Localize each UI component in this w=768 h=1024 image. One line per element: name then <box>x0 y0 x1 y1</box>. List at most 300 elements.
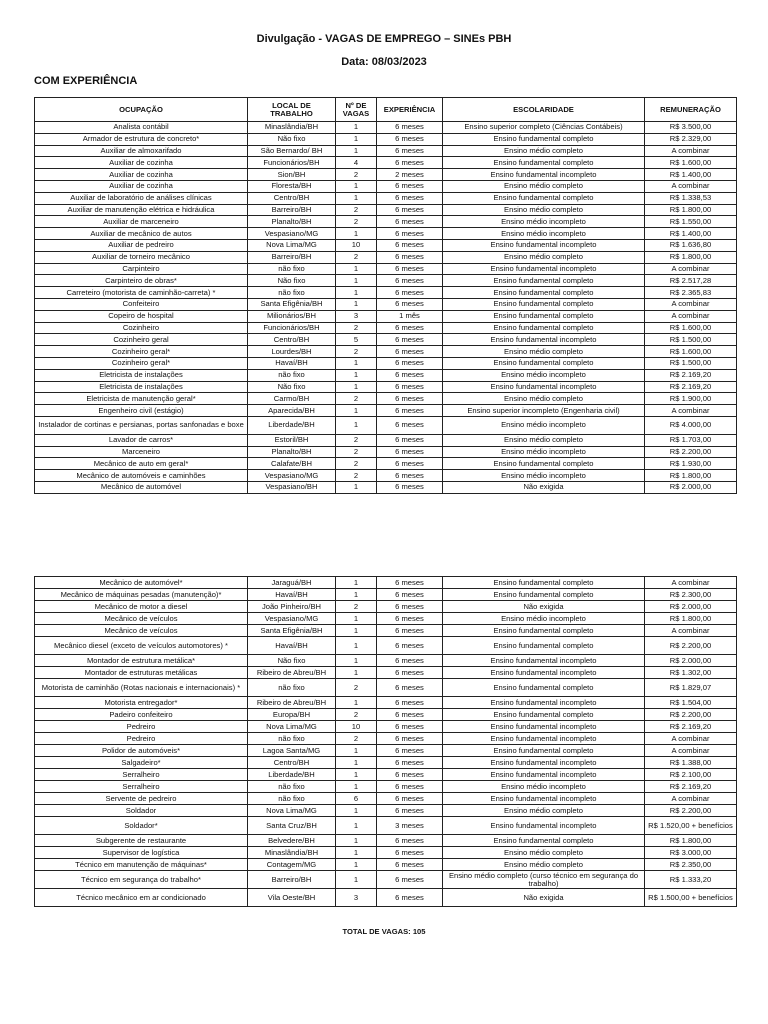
cell-escolaridade: Ensino fundamental incompleto <box>443 757 645 769</box>
cell-experiencia: 6 meses <box>377 655 443 667</box>
cell-experiencia: 6 meses <box>377 180 443 192</box>
cell-experiencia: 6 meses <box>377 216 443 228</box>
cell-local: Vespasiano/MG <box>248 613 336 625</box>
cell-remuneracao: R$ 2.000,00 <box>645 481 737 493</box>
cell-experiencia: 3 meses <box>377 817 443 835</box>
cell-escolaridade: Ensino médio completo <box>443 805 645 817</box>
cell-local: Vespasiano/BH <box>248 481 336 493</box>
cell-vagas: 2 <box>336 601 377 613</box>
table-row <box>35 263 737 275</box>
cell-experiencia: 6 meses <box>377 889 443 907</box>
cell-ocupacao: Motorista de caminhão (Rotas nacionais e internacionais) * <box>35 679 248 697</box>
table-row <box>35 697 737 709</box>
cell-escolaridade: Ensino fundamental completo <box>443 310 645 322</box>
cell-vagas: 2 <box>336 733 377 745</box>
table-row <box>35 613 737 625</box>
cell-remuneracao: R$ 1.302,00 <box>645 667 737 679</box>
cell-experiencia: 6 meses <box>377 381 443 393</box>
cell-experiencia: 6 meses <box>377 434 443 446</box>
cell-ocupacao: Serralheiro <box>35 781 248 793</box>
cell-vagas: 6 <box>336 793 377 805</box>
cell-escolaridade: Ensino fundamental completo <box>443 637 645 655</box>
cell-escolaridade: Ensino médio completo <box>443 251 645 263</box>
cell-ocupacao: Pedreiro <box>35 733 248 745</box>
cell-vagas: 1 <box>336 847 377 859</box>
jobs-table-2 <box>34 576 737 907</box>
cell-ocupacao: Instalador de cortinas e persianas, portas sanfonadas e boxe <box>35 416 248 434</box>
cell-local: Nova Lima/MG <box>248 805 336 817</box>
table-row <box>35 239 737 251</box>
cell-experiencia: 6 meses <box>377 871 443 889</box>
cell-remuneracao: R$ 1.800,00 <box>645 204 737 216</box>
cell-ocupacao: Mecânico diesel (exceto de veículos automotores) * <box>35 637 248 655</box>
cell-ocupacao: Auxiliar de pedreiro <box>35 239 248 251</box>
cell-remuneracao: R$ 1.388,00 <box>645 757 737 769</box>
cell-escolaridade: Ensino fundamental completo <box>443 577 645 589</box>
header-remuneracao: REMUNERAÇÃO <box>645 98 737 122</box>
cell-escolaridade: Ensino fundamental incompleto <box>443 817 645 835</box>
cell-ocupacao: Mecânico de máquinas pesadas (manutenção)* <box>35 589 248 601</box>
cell-remuneracao: R$ 1.520,00 + benefícios <box>645 817 737 835</box>
cell-escolaridade: Ensino médio incompleto <box>443 228 645 240</box>
cell-remuneracao: R$ 3.500,00 <box>645 122 737 134</box>
page-title: Divulgação - VAGAS DE EMPREGO – SINEs PBH <box>256 33 512 45</box>
cell-vagas: 1 <box>336 745 377 757</box>
cell-ocupacao: Serralheiro <box>35 769 248 781</box>
cell-remuneracao: R$ 1.333,20 <box>645 871 737 889</box>
cell-escolaridade: Ensino fundamental incompleto <box>443 769 645 781</box>
table-row <box>35 393 737 405</box>
cell-experiencia: 6 meses <box>377 228 443 240</box>
cell-vagas: 2 <box>336 216 377 228</box>
table-row <box>35 601 737 613</box>
jobs-table-2-body <box>35 577 737 907</box>
cell-vagas: 2 <box>336 679 377 697</box>
cell-vagas: 1 <box>336 133 377 145</box>
cell-local: Funcionários/BH <box>248 322 336 334</box>
cell-vagas: 1 <box>336 817 377 835</box>
cell-local: Barreiro/BH <box>248 871 336 889</box>
cell-vagas: 1 <box>336 835 377 847</box>
cell-local: Ribeiro de Abreu/BH <box>248 697 336 709</box>
cell-remuneracao: A combinar <box>645 625 737 637</box>
cell-vagas: 10 <box>336 721 377 733</box>
cell-vagas: 1 <box>336 577 377 589</box>
cell-vagas: 1 <box>336 481 377 493</box>
cell-vagas: 1 <box>336 263 377 275</box>
cell-ocupacao: Salgadeiro* <box>35 757 248 769</box>
cell-local: não fixo <box>248 287 336 299</box>
cell-experiencia: 6 meses <box>377 204 443 216</box>
cell-escolaridade: Ensino fundamental incompleto <box>443 334 645 346</box>
cell-remuneracao: R$ 2.169,20 <box>645 781 737 793</box>
cell-vagas: 1 <box>336 357 377 369</box>
cell-ocupacao: Auxiliar de almoxarifado <box>35 145 248 157</box>
table-row <box>35 835 737 847</box>
table-row <box>35 721 737 733</box>
cell-vagas: 1 <box>336 228 377 240</box>
cell-experiencia: 6 meses <box>377 793 443 805</box>
cell-experiencia: 6 meses <box>377 769 443 781</box>
cell-local: não fixo <box>248 733 336 745</box>
cell-vagas: 1 <box>336 145 377 157</box>
cell-local: Carmo/BH <box>248 393 336 405</box>
cell-local: Não fixo <box>248 381 336 393</box>
cell-vagas: 2 <box>336 251 377 263</box>
cell-experiencia: 6 meses <box>377 667 443 679</box>
table-row <box>35 745 737 757</box>
table-row <box>35 369 737 381</box>
cell-escolaridade: Ensino fundamental incompleto <box>443 697 645 709</box>
cell-remuneracao: R$ 4.000,00 <box>645 416 737 434</box>
cell-local: Nova Lima/MG <box>248 239 336 251</box>
cell-vagas: 3 <box>336 310 377 322</box>
cell-vagas: 1 <box>336 871 377 889</box>
cell-local: Vespasiano/MG <box>248 228 336 240</box>
table-row <box>35 577 737 589</box>
cell-ocupacao: Subgerente de restaurante <box>35 835 248 847</box>
table-row <box>35 133 737 145</box>
cell-ocupacao: Técnico em segurança do trabalho* <box>35 871 248 889</box>
cell-escolaridade: Ensino fundamental completo <box>443 322 645 334</box>
cell-remuneracao: R$ 1.338,53 <box>645 192 737 204</box>
cell-ocupacao: Soldador <box>35 805 248 817</box>
table-row <box>35 817 737 835</box>
cell-escolaridade: Ensino médio completo <box>443 346 645 358</box>
cell-vagas: 1 <box>336 859 377 871</box>
cell-vagas: 2 <box>336 446 377 458</box>
cell-experiencia: 6 meses <box>377 334 443 346</box>
cell-ocupacao: Auxiliar de marceneiro <box>35 216 248 228</box>
cell-ocupacao: Carpinteiro de obras* <box>35 275 248 287</box>
cell-ocupacao: Auxiliar de cozinha <box>35 180 248 192</box>
cell-local: Contagem/MG <box>248 859 336 871</box>
cell-experiencia: 6 meses <box>377 601 443 613</box>
cell-remuneracao: R$ 1.703,00 <box>645 434 737 446</box>
cell-local: Lagoa Santa/MG <box>248 745 336 757</box>
cell-remuneracao: R$ 3.000,00 <box>645 847 737 859</box>
cell-experiencia: 6 meses <box>377 263 443 275</box>
cell-escolaridade: Ensino médio completo <box>443 859 645 871</box>
cell-experiencia: 6 meses <box>377 369 443 381</box>
cell-experiencia: 6 meses <box>377 805 443 817</box>
cell-ocupacao: Eletricista de instalações <box>35 369 248 381</box>
table-row <box>35 859 737 871</box>
cell-ocupacao: Cozinheiro <box>35 322 248 334</box>
header-vagas: Nº DE VAGAS <box>336 98 377 122</box>
cell-vagas: 1 <box>336 275 377 287</box>
table-row <box>35 470 737 482</box>
cell-remuneracao: R$ 1.400,00 <box>645 169 737 181</box>
cell-vagas: 2 <box>336 322 377 334</box>
cell-experiencia: 6 meses <box>377 625 443 637</box>
cell-ocupacao: Supervisor de logística <box>35 847 248 859</box>
cell-escolaridade: Ensino fundamental completo <box>443 589 645 601</box>
cell-remuneracao: R$ 2.000,00 <box>645 601 737 613</box>
cell-vagas: 1 <box>336 369 377 381</box>
cell-ocupacao: Eletricista de manutenção geral* <box>35 393 248 405</box>
cell-vagas: 5 <box>336 334 377 346</box>
cell-ocupacao: Mecânico de automóvel* <box>35 577 248 589</box>
cell-ocupacao: Confeiteiro <box>35 298 248 310</box>
table-row <box>35 889 737 907</box>
cell-local: Floresta/BH <box>248 180 336 192</box>
cell-ocupacao: Mecânico de veículos <box>35 613 248 625</box>
cell-local: Ribeiro de Abreu/BH <box>248 667 336 679</box>
cell-ocupacao: Auxiliar de manutenção elétrica e hidráulica <box>35 204 248 216</box>
cell-ocupacao: Marceneiro <box>35 446 248 458</box>
cell-ocupacao: Analista contábil <box>35 122 248 134</box>
cell-experiencia: 6 meses <box>377 781 443 793</box>
table-row <box>35 169 737 181</box>
cell-experiencia: 6 meses <box>377 589 443 601</box>
cell-vagas: 1 <box>336 667 377 679</box>
cell-vagas: 10 <box>336 239 377 251</box>
cell-local: Nova Lima/MG <box>248 721 336 733</box>
cell-escolaridade: Não exigida <box>443 601 645 613</box>
cell-escolaridade: Ensino fundamental completo <box>443 625 645 637</box>
cell-vagas: 1 <box>336 298 377 310</box>
cell-escolaridade: Não exigida <box>443 889 645 907</box>
cell-ocupacao: Auxiliar de cozinha <box>35 157 248 169</box>
cell-experiencia: 6 meses <box>377 192 443 204</box>
cell-escolaridade: Ensino fundamental completo <box>443 679 645 697</box>
cell-remuneracao: R$ 2.329,00 <box>645 133 737 145</box>
cell-experiencia: 6 meses <box>377 709 443 721</box>
cell-remuneracao: R$ 1.829,07 <box>645 679 737 697</box>
cell-experiencia: 6 meses <box>377 835 443 847</box>
cell-ocupacao: Mecânico de automóveis e caminhões <box>35 470 248 482</box>
cell-remuneracao: R$ 2.169,20 <box>645 381 737 393</box>
cell-ocupacao: Auxiliar de torneiro mecânico <box>35 251 248 263</box>
cell-remuneracao: A combinar <box>645 180 737 192</box>
cell-local: Jaraguá/BH <box>248 577 336 589</box>
cell-remuneracao: R$ 1.504,00 <box>645 697 737 709</box>
cell-escolaridade: Ensino médio incompleto <box>443 781 645 793</box>
cell-experiencia: 6 meses <box>377 393 443 405</box>
jobs-table-1 <box>34 97 737 494</box>
table-row <box>35 637 737 655</box>
cell-vagas: 2 <box>336 470 377 482</box>
cell-escolaridade: Ensino fundamental completo <box>443 745 645 757</box>
cell-local: não fixo <box>248 679 336 697</box>
cell-escolaridade: Ensino fundamental incompleto <box>443 381 645 393</box>
cell-experiencia: 6 meses <box>377 679 443 697</box>
cell-escolaridade: Ensino fundamental completo <box>443 157 645 169</box>
cell-local: Estoril/BH <box>248 434 336 446</box>
table-row <box>35 322 737 334</box>
cell-remuneracao: R$ 2.169,20 <box>645 721 737 733</box>
table-row <box>35 204 737 216</box>
cell-remuneracao: R$ 1.636,80 <box>645 239 737 251</box>
cell-vagas: 2 <box>336 169 377 181</box>
cell-remuneracao: A combinar <box>645 310 737 322</box>
cell-remuneracao: A combinar <box>645 577 737 589</box>
cell-experiencia: 6 meses <box>377 405 443 417</box>
table-row <box>35 346 737 358</box>
cell-escolaridade: Ensino fundamental incompleto <box>443 655 645 667</box>
cell-remuneracao: R$ 2.350,00 <box>645 859 737 871</box>
table-row <box>35 757 737 769</box>
cell-remuneracao: R$ 1.500,00 <box>645 334 737 346</box>
table-row <box>35 446 737 458</box>
cell-experiencia: 6 meses <box>377 287 443 299</box>
cell-local: Santa Efigênia/BH <box>248 298 336 310</box>
cell-escolaridade: Ensino médio completo <box>443 145 645 157</box>
cell-ocupacao: Motorista entregador* <box>35 697 248 709</box>
cell-local: Funcionários/BH <box>248 157 336 169</box>
cell-escolaridade: Ensino superior incompleto (Engenharia civil) <box>443 405 645 417</box>
cell-experiencia: 6 meses <box>377 721 443 733</box>
cell-escolaridade: Ensino médio completo (curso técnico em segurança do trabalho) <box>443 871 645 889</box>
cell-experiencia: 2 meses <box>377 169 443 181</box>
cell-ocupacao: Carreteiro (motorista de caminhão-carreta) * <box>35 287 248 299</box>
cell-escolaridade: Ensino fundamental incompleto <box>443 169 645 181</box>
table-row <box>35 275 737 287</box>
cell-vagas: 1 <box>336 122 377 134</box>
cell-local: Minaslândia/BH <box>248 122 336 134</box>
table-row <box>35 733 737 745</box>
cell-remuneracao: A combinar <box>645 263 737 275</box>
cell-experiencia: 6 meses <box>377 697 443 709</box>
cell-escolaridade: Ensino fundamental completo <box>443 192 645 204</box>
cell-ocupacao: Engenheiro civil (estágio) <box>35 405 248 417</box>
cell-escolaridade: Ensino fundamental completo <box>443 458 645 470</box>
cell-local: não fixo <box>248 781 336 793</box>
table-row <box>35 122 737 134</box>
cell-remuneracao: R$ 2.169,20 <box>645 369 737 381</box>
cell-ocupacao: Mecânico de motor a diesel <box>35 601 248 613</box>
cell-escolaridade: Ensino fundamental incompleto <box>443 733 645 745</box>
cell-vagas: 1 <box>336 589 377 601</box>
cell-escolaridade: Ensino médio incompleto <box>443 369 645 381</box>
cell-local: não fixo <box>248 263 336 275</box>
cell-remuneracao: R$ 2.200,00 <box>645 446 737 458</box>
cell-experiencia: 6 meses <box>377 733 443 745</box>
cell-experiencia: 6 meses <box>377 275 443 287</box>
header-experiencia: EXPERIÊNCIA <box>377 98 443 122</box>
cell-ocupacao: Auxiliar de mecânico de autos <box>35 228 248 240</box>
cell-vagas: 1 <box>336 192 377 204</box>
cell-ocupacao: Armador de estrutura de concreto* <box>35 133 248 145</box>
cell-ocupacao: Técnico em manutenção de máquinas* <box>35 859 248 871</box>
cell-ocupacao: Cozinheiro geral* <box>35 357 248 369</box>
cell-local: Vespasiano/MG <box>248 470 336 482</box>
table-row <box>35 781 737 793</box>
table-row <box>35 334 737 346</box>
cell-escolaridade: Ensino médio incompleto <box>443 613 645 625</box>
cell-ocupacao: Soldador* <box>35 817 248 835</box>
header-local: LOCAL DE TRABALHO <box>248 98 336 122</box>
cell-remuneracao: R$ 2.300,00 <box>645 589 737 601</box>
table-row <box>35 709 737 721</box>
table-header-row <box>35 98 737 122</box>
cell-remuneracao: R$ 1.400,00 <box>645 228 737 240</box>
cell-escolaridade: Ensino médio completo <box>443 847 645 859</box>
cell-experiencia: 6 meses <box>377 251 443 263</box>
cell-vagas: 1 <box>336 613 377 625</box>
total-vagas: TOTAL DE VAGAS: 105 <box>342 927 426 936</box>
cell-vagas: 1 <box>336 781 377 793</box>
cell-experiencia: 6 meses <box>377 239 443 251</box>
cell-remuneracao: R$ 1.600,00 <box>645 322 737 334</box>
cell-escolaridade: Ensino fundamental incompleto <box>443 793 645 805</box>
cell-ocupacao: Mecânico de veículos <box>35 625 248 637</box>
cell-escolaridade: Ensino médio incompleto <box>443 470 645 482</box>
cell-local: Centro/BH <box>248 757 336 769</box>
cell-escolaridade: Ensino fundamental completo <box>443 709 645 721</box>
cell-vagas: 2 <box>336 346 377 358</box>
cell-remuneracao: A combinar <box>645 745 737 757</box>
table-row <box>35 667 737 679</box>
cell-local: Vila Oeste/BH <box>248 889 336 907</box>
cell-vagas: 2 <box>336 393 377 405</box>
cell-vagas: 1 <box>336 697 377 709</box>
cell-ocupacao: Auxiliar de cozinha <box>35 169 248 181</box>
cell-local: Planalto/BH <box>248 446 336 458</box>
table-row <box>35 157 737 169</box>
cell-ocupacao: Lavador de carros* <box>35 434 248 446</box>
table-row <box>35 589 737 601</box>
cell-escolaridade: Ensino fundamental incompleto <box>443 239 645 251</box>
cell-escolaridade: Ensino médio completo <box>443 180 645 192</box>
cell-local: Minaslândia/BH <box>248 847 336 859</box>
cell-remuneracao: R$ 1.930,00 <box>645 458 737 470</box>
jobs-table-1-body <box>35 122 737 494</box>
cell-vagas: 2 <box>336 204 377 216</box>
cell-local: Milionários/BH <box>248 310 336 322</box>
cell-remuneracao: R$ 1.550,00 <box>645 216 737 228</box>
cell-vagas: 2 <box>336 709 377 721</box>
cell-escolaridade: Ensino superior completo (Ciências Contábeis) <box>443 122 645 134</box>
cell-vagas: 1 <box>336 381 377 393</box>
cell-escolaridade: Não exigida <box>443 481 645 493</box>
cell-remuneracao: R$ 1.800,00 <box>645 835 737 847</box>
cell-local: Centro/BH <box>248 192 336 204</box>
cell-remuneracao: R$ 1.800,00 <box>645 613 737 625</box>
section-heading: COM EXPERIÊNCIA <box>34 75 138 87</box>
cell-escolaridade: Ensino fundamental completo <box>443 133 645 145</box>
cell-local: Liberdade/BH <box>248 769 336 781</box>
cell-local: Aparecida/BH <box>248 405 336 417</box>
cell-vagas: 2 <box>336 434 377 446</box>
cell-experiencia: 6 meses <box>377 458 443 470</box>
cell-experiencia: 6 meses <box>377 446 443 458</box>
cell-experiencia: 6 meses <box>377 122 443 134</box>
table-row <box>35 805 737 817</box>
cell-local: Havaí/BH <box>248 589 336 601</box>
cell-vagas: 1 <box>336 405 377 417</box>
cell-local: Planalto/BH <box>248 216 336 228</box>
cell-experiencia: 6 meses <box>377 416 443 434</box>
table-row <box>35 310 737 322</box>
table-row <box>35 679 737 697</box>
cell-remuneracao: A combinar <box>645 145 737 157</box>
cell-local: não fixo <box>248 369 336 381</box>
cell-experiencia: 6 meses <box>377 322 443 334</box>
cell-escolaridade: Ensino fundamental incompleto <box>443 667 645 679</box>
cell-local: Calafate/BH <box>248 458 336 470</box>
cell-ocupacao: Montador de estruturas metálicas <box>35 667 248 679</box>
cell-vagas: 1 <box>336 637 377 655</box>
cell-ocupacao: Padeiro confeiteiro <box>35 709 248 721</box>
cell-local: não fixo <box>248 793 336 805</box>
cell-experiencia: 6 meses <box>377 577 443 589</box>
table-row <box>35 481 737 493</box>
cell-experiencia: 6 meses <box>377 145 443 157</box>
cell-vagas: 1 <box>336 805 377 817</box>
table-row <box>35 357 737 369</box>
